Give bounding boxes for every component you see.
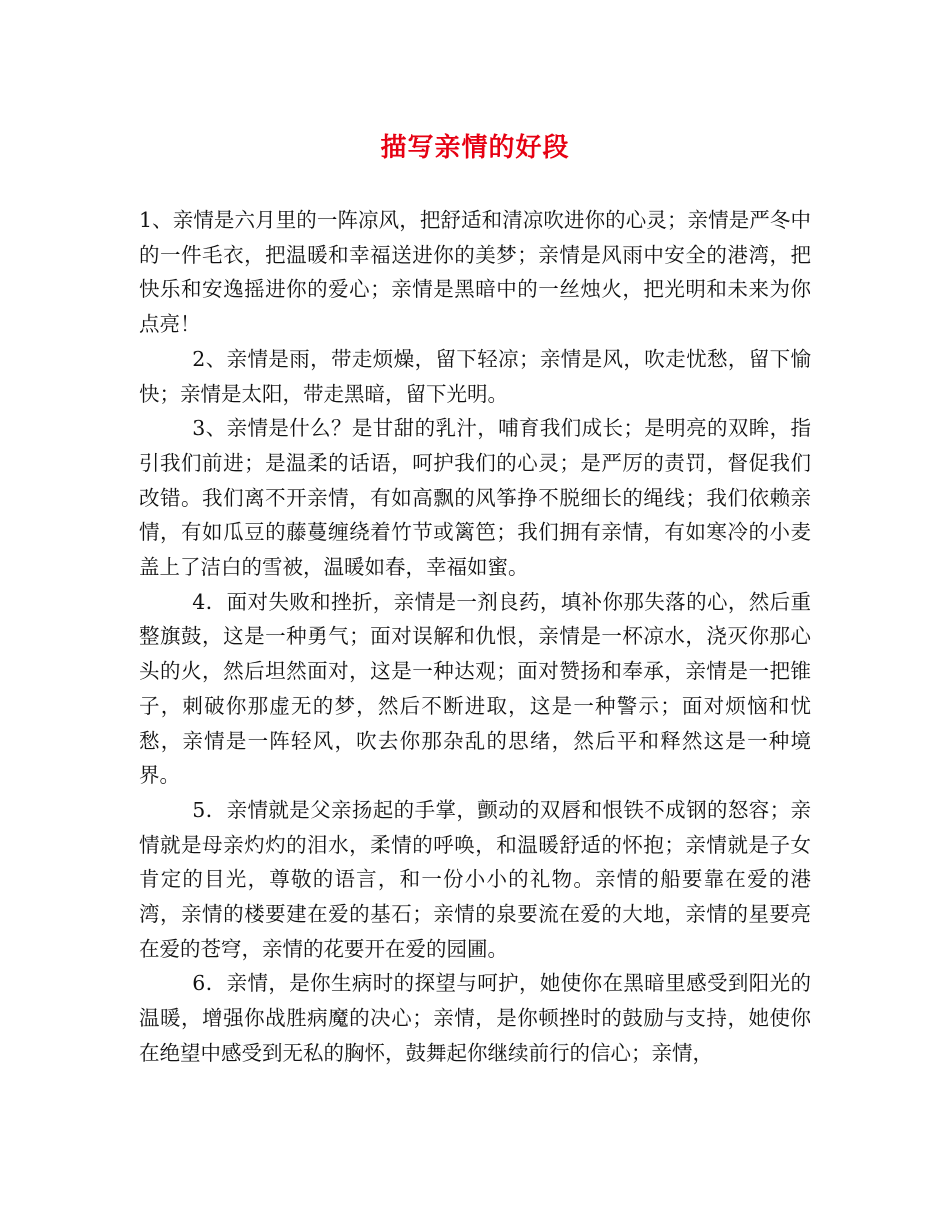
paragraph-1: 1、亲情是六月里的一阵凉风，把舒适和清凉吹进你的心灵；亲情是严冬中的一件毛衣，把温暖和幸福送进你的美梦；亲情是风雨中安全的港湾，把快乐和安逸摇进你的爱心；亲情是黑暗中的一丝烛火，把光明和未来为你点亮！ [139,208,811,337]
document-body [139,203,811,1071]
paragraph-3: 3、亲情是什么？是甘甜的乳汁，哺育我们成长；是明亮的双眸，指引我们前进；是温柔的话语，呵护我们的心灵；是严厉的责罚，督促我们改错。我们离不开亲情，有如高飘的风筝挣不脱细长的绳线；我们依赖亲情，有如瓜豆的藤蔓缠绕着竹节或篱笆；我们拥有亲情，有如寒冷的小麦盖上了洁白的雪被，温暖如春，幸福如蜜。 [139,416,811,580]
paragraph-2: 2、亲情是雨，带走烦燥，留下轻凉；亲情是风，吹走忧愁，留下愉快；亲情是太阳，带走黑暗，留下光明。 [139,346,811,406]
paragraph-6: 6．亲情，是你生病时的探望与呵护，她使你在黑暗里感受到阳光的温暖，增强你战胜病魔的决心；亲情，是你顿挫时的鼓励与支持，她使你在绝望中感受到无私的胸怀，鼓舞起你继续前行的信心；亲情， [139,971,811,1065]
paragraph-4: 4．面对失败和挫折，亲情是一剂良药，填补你那失落的心，然后重整旗鼓，这是一种勇气；面对误解和仇恨，亲情是一杯凉水，浇灭你那心头的火，然后坦然面对，这是一种达观；面对赞扬和奉承，亲情是一把锥子，刺破你那虚无的梦，然后不断进取，这是一种警示；面对烦恼和忧愁，亲情是一阵轻风，吹去你那杂乱的思绪，然后平和释然这是一种境界。 [139,589,811,788]
paragraph-5: 5．亲情就是父亲扬起的手掌，颤动的双唇和恨铁不成钢的怒容；亲情就是母亲灼灼的泪水，柔情的呼唤，和温暖舒适的怀抱；亲情就是子女肯定的目光，尊敬的语言，和一份小小的礼物。亲情的船要靠在爱的港湾，亲情的楼要建在爱的基石；亲情的泉要流在爱的大地，亲情的星要亮在爱的苍穹，亲情的花要开在爱的园圃。 [139,797,811,961]
document-title: 描写亲情的好段 [380,133,570,163]
